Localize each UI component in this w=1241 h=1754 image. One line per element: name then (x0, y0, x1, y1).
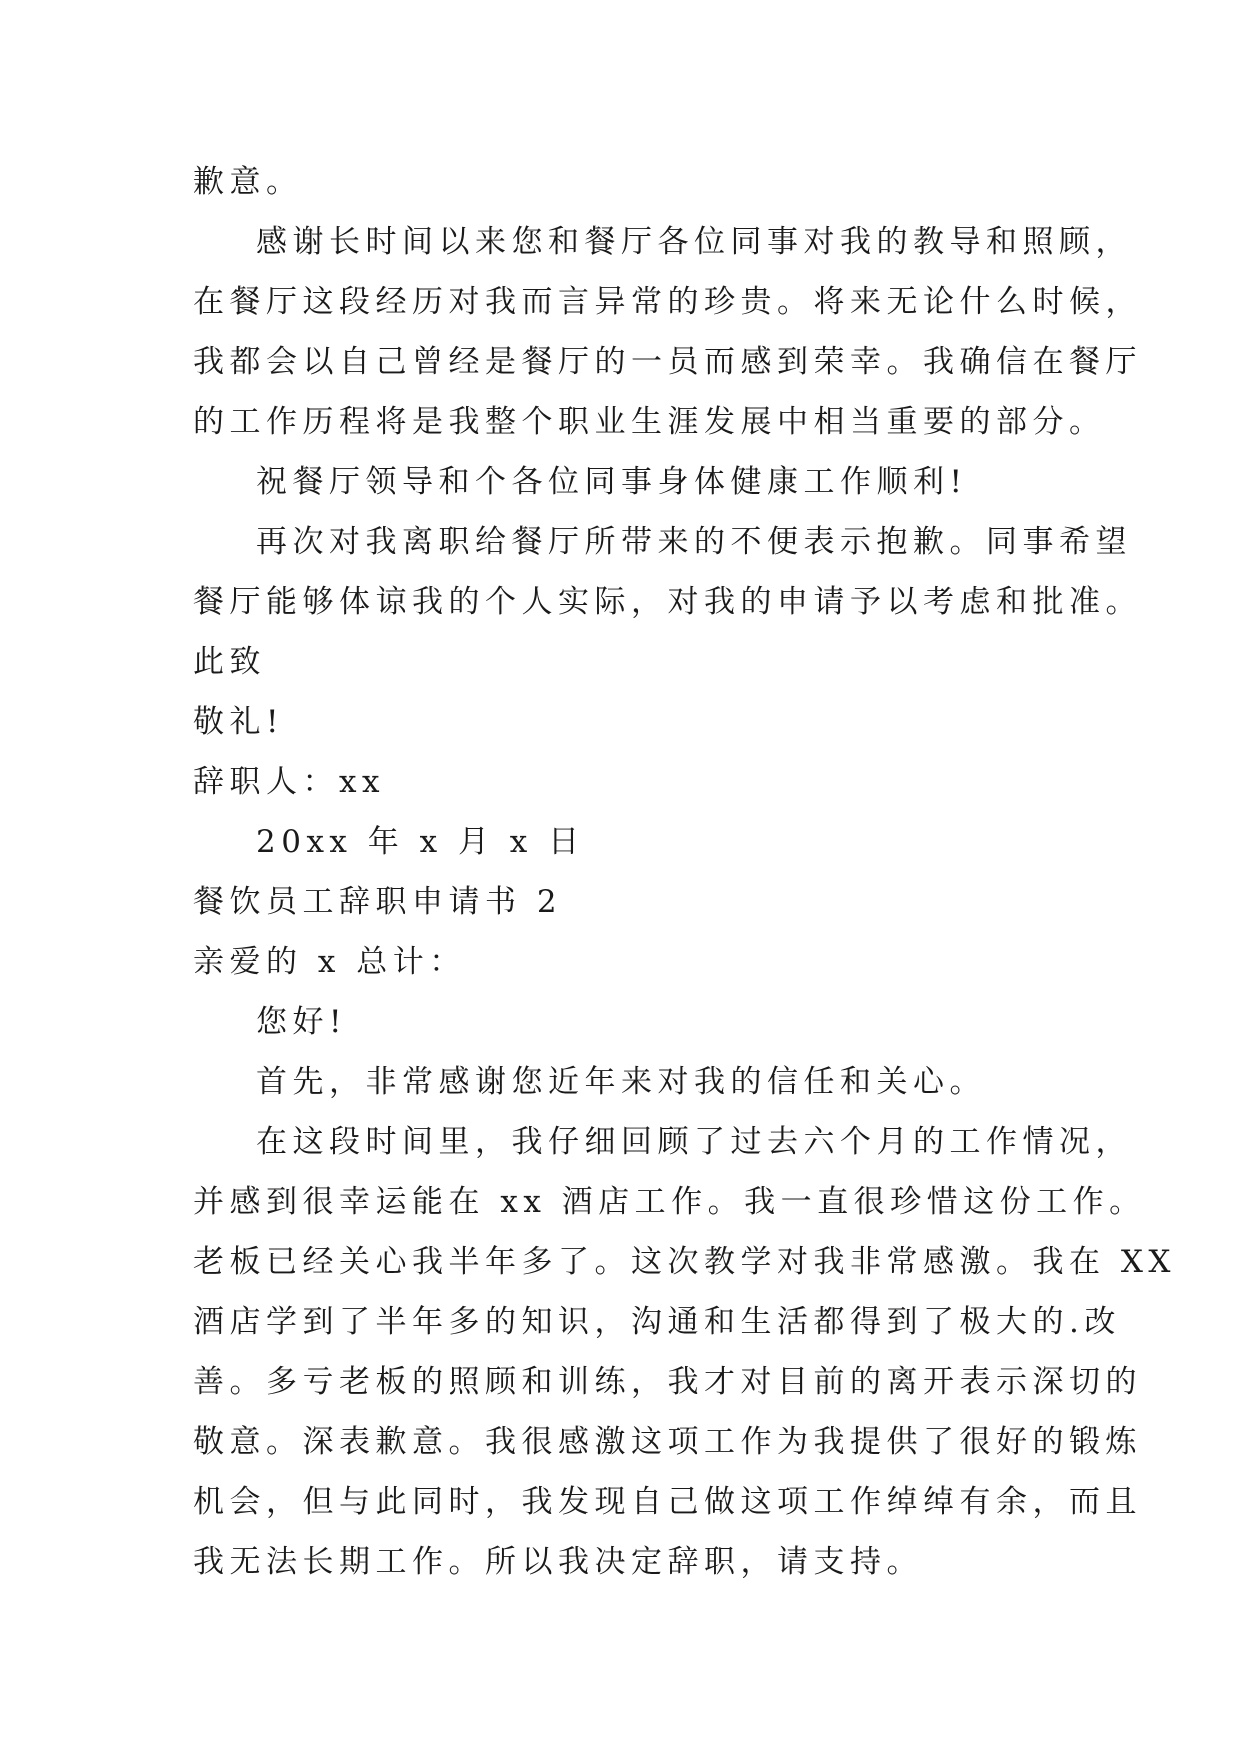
letter-hello: 您好! (256, 1004, 347, 1040)
letter-greeting: 亲爱的 x 总计： (193, 944, 466, 980)
paragraph-body-line-5: 善。多亏老板的照顾和训练，我才对目前的离开表示深切的 (193, 1364, 1142, 1400)
signature-resigner: 辞职人：xx (193, 764, 385, 800)
paragraph-body-line-2: 并感到很幸运能在 xx 酒店工作。我一直很珍惜这份工作。 (193, 1184, 1146, 1220)
paragraph-body-line-7: 机会，但与此同时，我发现自己做这项工作绰绰有余，而且 (193, 1484, 1142, 1520)
closing-salutation: 此致 (193, 644, 266, 680)
signature-date: 20xx 年 x 月 x 日 (256, 824, 585, 860)
paragraph-thanks-line-1: 感谢长时间以来您和餐厅各位同事对我的教导和照顾， (256, 224, 1132, 260)
closing-regards: 敬礼! (193, 704, 284, 740)
paragraph-thanks-line-3: 我都会以自己曾经是餐厅的一员而感到荣幸。我确信在餐厅 (193, 344, 1142, 380)
paragraph-thanks-line-4: 的工作历程将是我整个职业生涯发展中相当重要的部分。 (193, 404, 1106, 440)
paragraph-apology-line-2: 餐厅能够体谅我的个人实际，对我的申请予以考虑和批准。 (193, 584, 1142, 620)
section-title: 餐饮员工辞职申请书 2 (193, 884, 563, 920)
paragraph-thanks-line-2: 在餐厅这段经历对我而言异常的珍贵。将来无论什么时候， (193, 284, 1142, 320)
paragraph-first: 首先，非常感谢您近年来对我的信任和关心。 (256, 1064, 986, 1100)
paragraph-body-line-3: 老板已经关心我半年多了。这次教学对我非常感激。我在 XX (193, 1244, 1176, 1280)
paragraph-body-line-4: 酒店学到了半年多的知识，沟通和生活都得到了极大的.改 (193, 1304, 1121, 1340)
paragraph-wishes: 祝餐厅领导和个各位同事身体健康工作顺利! (256, 464, 968, 500)
paragraph-body-line-6: 敬意。深表歉意。我很感激这项工作为我提供了很好的锻炼 (193, 1424, 1142, 1460)
text-line-apology-end: 歉意。 (193, 164, 303, 200)
paragraph-body-line-1: 在这段时间里，我仔细回顾了过去六个月的工作情况， (256, 1124, 1132, 1160)
paragraph-apology-line-1: 再次对我离职给餐厅所带来的不便表示抱歉。同事希望 (256, 524, 1132, 560)
paragraph-body-line-8: 我无法长期工作。所以我决定辞职，请支持。 (193, 1544, 923, 1580)
